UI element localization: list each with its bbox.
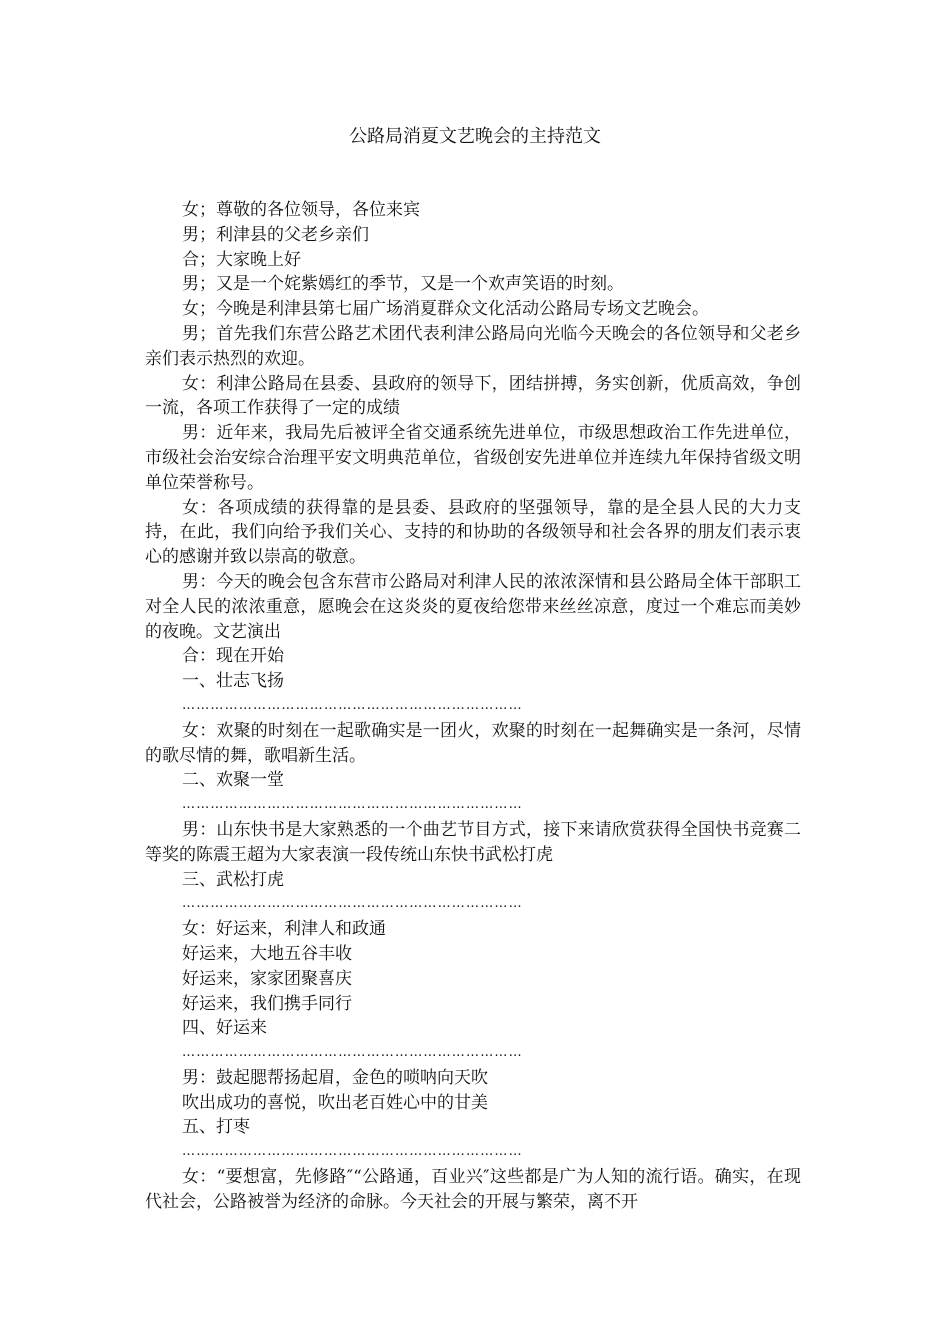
- paragraph: 男：山东快书是大家熟悉的一个曲艺节目方式，接下来请欣赏获得全国快书竞赛二等奖的陈震王超为大家表演一段传统山东快书武松打虎: [145, 819, 801, 865]
- paragraph: 四、好运来: [182, 1018, 267, 1039]
- paragraph: 女；今晚是利津县第七届广场消夏群众文化活动公路局专场文艺晚会。: [182, 299, 709, 320]
- document-body: [145, 198, 801, 1215]
- paragraph: 男：鼓起腮帮扬起眉，金色的唢呐向天吹: [182, 1067, 488, 1088]
- paragraph: 女：欢聚的时刻在一起歌确实是一团火，欢聚的时刻在一起舞确实是一条河，尽情的歌尽情的舞，歌唱新生活。: [145, 720, 801, 766]
- paragraph: 二、欢聚一堂: [182, 770, 284, 791]
- paragraph: 男：近年来，我局先后被评全省交通系统先进单位，市级思想政治工作先进单位，市级社会治安综合治理平安文明典范单位，省级创安先进单位并连续九年保持省级文明单位荣誉称号。: [145, 423, 801, 493]
- paragraph: 好运来，家家团聚喜庆: [182, 968, 352, 989]
- paragraph: 好运来，我们携手同行: [182, 993, 352, 1014]
- paragraph: 男；首先我们东营公路艺术团代表利津公路局向光临今天晚会的各位领导和父老乡亲们表示热烈的欢迎。: [145, 323, 801, 369]
- paragraph: 好运来，大地五谷丰收: [182, 943, 352, 964]
- paragraph: 三、武松打虎: [182, 869, 284, 890]
- separator-dots: ………………………………………………………………: [182, 697, 523, 713]
- paragraph: 合；大家晚上好: [182, 249, 301, 270]
- paragraph: 男；利津县的父老乡亲们: [182, 224, 369, 245]
- paragraph: 五、打枣: [182, 1117, 250, 1138]
- paragraph: 合：现在开始: [182, 646, 284, 667]
- paragraph: 女：利津公路局在县委、县政府的领导下，团结拼搏，务实创新，优质高效，争创一流，各项工作获得了一定的成绩: [145, 373, 801, 419]
- paragraph: 女：好运来，利津人和政通: [182, 919, 386, 940]
- document-title: 公路局消夏文艺晚会的主持范文: [349, 126, 601, 147]
- separator-dots: ………………………………………………………………: [182, 896, 523, 912]
- separator-dots: ………………………………………………………………: [182, 797, 523, 813]
- paragraph: 女：“要想富，先修路″“公路通，百业兴″这些都是广为人知的流行语。确实，在现代社会，公路被誉为经济的命脉。今天社会的开展与繁荣，离不开: [145, 1167, 801, 1212]
- paragraph: 女：各项成绩的获得靠的是县委、县政府的坚强领导，靠的是全县人民的大力支持，在此，我们向给予我们关心、支持的和协助的各级领导和社会各界的朋友们表示衷心的感谢并致以崇高的敬意。: [145, 497, 801, 568]
- separator-dots: ………………………………………………………………: [182, 1045, 523, 1061]
- separator-dots: ………………………………………………………………: [182, 1144, 523, 1160]
- paragraph: 一、壮志飞扬: [182, 671, 284, 692]
- paragraph: 女；尊敬的各位领导，各位来宾: [182, 200, 420, 220]
- paragraph: 男；又是一个姹紫嫣红的季节，又是一个欢声笑语的时刻。: [182, 274, 624, 295]
- paragraph: 男：今天的晚会包含东营市公路局对利津人民的浓浓深情和县公路局全体干部职工对全人民的浓浓重意，愿晚会在这炎炎的夏夜给您带来丝丝凉意，度过一个难忘而美妙的夜晚。文艺演出: [145, 571, 801, 642]
- paragraph: 吹出成功的喜悦，吹出老百姓心中的甘美: [182, 1092, 488, 1113]
